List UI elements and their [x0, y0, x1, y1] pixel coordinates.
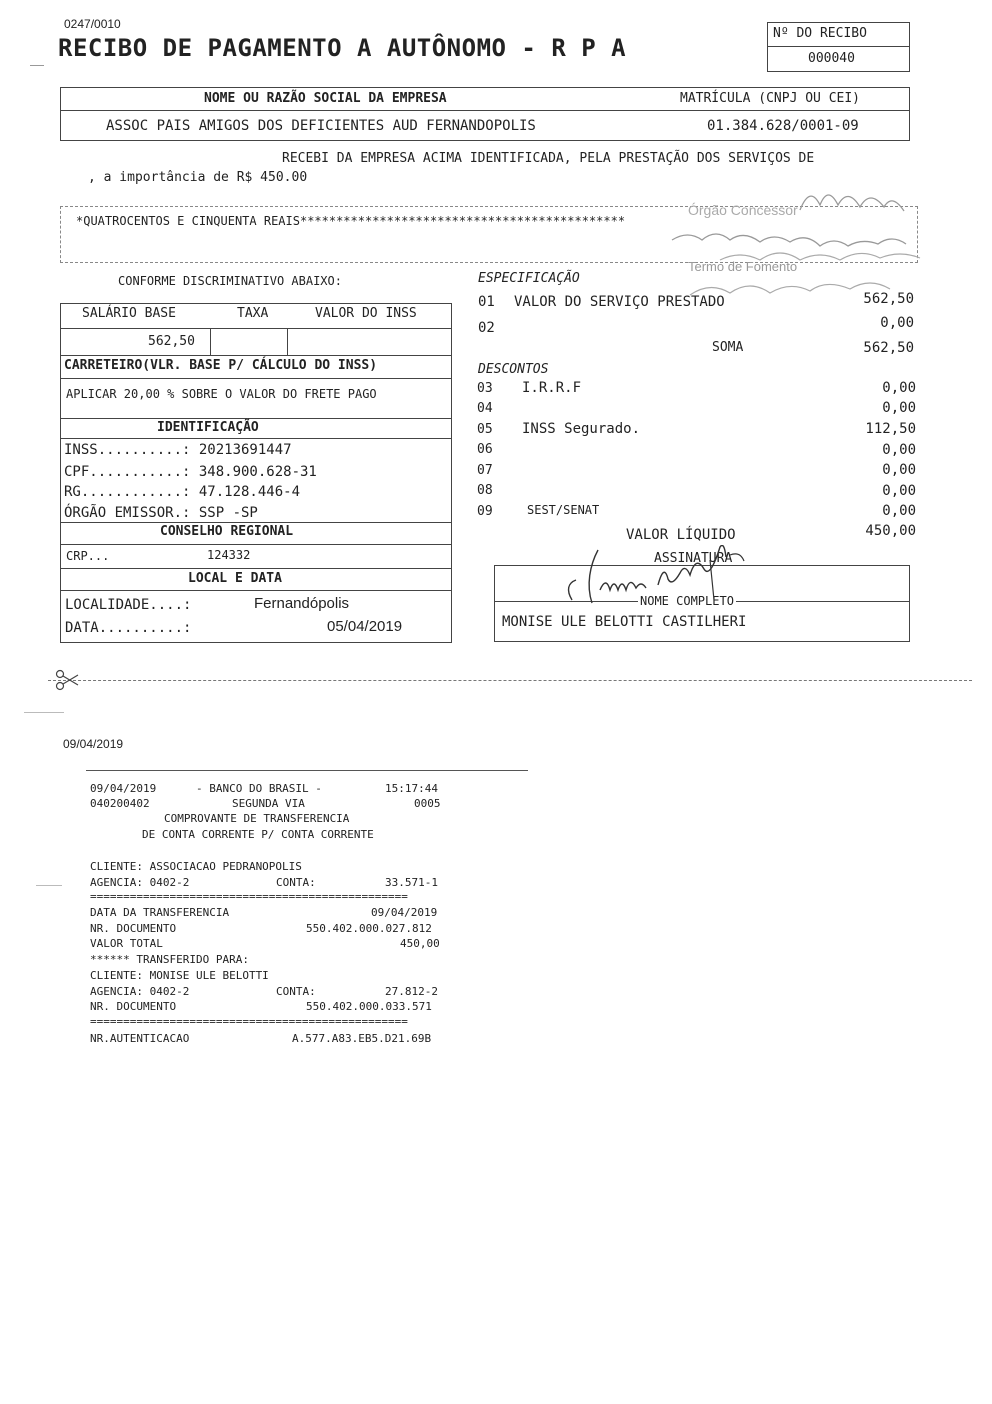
- bank-account-2-value: 27.812-2: [385, 985, 438, 998]
- faded-stamp-icon: [660, 175, 950, 310]
- item-01-desc: VALOR DO SERVIÇO PRESTADO: [514, 294, 725, 310]
- deduction-08-num: 08: [477, 483, 493, 498]
- localidade-value: Fernandópolis: [254, 595, 350, 612]
- scan-mark: [24, 712, 64, 713]
- bank-transfer-date-label: DATA DA TRANSFERENCIA: [90, 906, 230, 919]
- bank-account-1-label: CONTA:: [276, 876, 316, 889]
- bank-header-date: 09/04/2019: [90, 782, 157, 795]
- deduction-03-num: 03: [477, 381, 493, 396]
- deduction-08-value: 0,00: [882, 483, 916, 499]
- statement-line1: RECEBI DA EMPRESA ACIMA IDENTIFICADA, PELA PRESTAÇÃO DOS SERVIÇOS DE: [282, 151, 815, 166]
- bank-doc-2-value: 550.402.000.033.571: [306, 1000, 432, 1013]
- inss-line: INSS..........: 20213691447: [64, 442, 292, 458]
- signer-name: MONISE ULE BELOTTI CASTILHERI: [502, 614, 747, 630]
- company-divider: [60, 110, 910, 111]
- deduction-05-num: 05: [477, 422, 493, 437]
- receipt-label: Nº DO RECIBO: [773, 26, 867, 41]
- company-id-header: MATRÍCULA (CNPJ OU CEI): [680, 91, 861, 106]
- crp-value: 124332: [207, 548, 251, 562]
- local-bottom: [60, 590, 452, 591]
- deduction-06-num: 06: [477, 442, 493, 457]
- descontos-heading: DESCONTOS: [478, 362, 549, 377]
- deduction-06-value: 0,00: [882, 442, 916, 458]
- bank-doc-1-label: NR. DOCUMENTO: [90, 922, 177, 935]
- bank-auth-value: A.577.A83.EB5.D21.69B: [292, 1032, 432, 1045]
- bank-top-rule: [86, 770, 528, 771]
- bank-doc-2-label: NR. DOCUMENTO: [90, 1000, 177, 1013]
- bank-separator-1: ================================================: [90, 890, 408, 903]
- col-valor-inss: VALOR DO INSS: [315, 306, 417, 321]
- company-id: 01.384.628/0001-09: [707, 118, 859, 134]
- carreteiro-bottom: [60, 378, 452, 379]
- rg-line: RG............: 47.128.446-4: [64, 484, 301, 500]
- page-title: RECIBO DE PAGAMENTO A AUTÔNOMO - R P A: [58, 34, 627, 62]
- crp-label: CRP...: [66, 549, 110, 563]
- deduction-05-value: 112,50: [865, 421, 916, 437]
- deduction-07-num: 07: [477, 463, 493, 478]
- data-label: DATA..........:: [65, 620, 192, 636]
- valor-liquido-value: 450,00: [865, 523, 916, 539]
- ident-bottom: [60, 438, 452, 439]
- bank-header-bank: - BANCO DO BRASIL -: [196, 782, 322, 795]
- salario-base-value: 562,50: [148, 334, 195, 349]
- orgao-line: ÓRGÃO EMISSOR.: SSP -SP: [64, 505, 258, 521]
- salario-col-line2: [287, 328, 288, 355]
- deduction-07-value: 0,00: [882, 462, 916, 478]
- bank-doc-1-value: 550.402.000.027.812: [306, 922, 432, 935]
- conselho-heading: CONSELHO REGIONAL: [160, 524, 294, 539]
- bank-via: SEGUNDA VIA: [232, 797, 305, 810]
- bank-auth-label: NR.AUTENTICACAO: [90, 1032, 190, 1045]
- document-code: 0247/0010: [64, 17, 121, 31]
- identificacao-heading: IDENTIFICAÇÃO: [157, 420, 259, 435]
- cut-line: [48, 680, 972, 681]
- deduction-09-desc: SEST/SENAT: [527, 503, 600, 517]
- deduction-09-num: 09: [477, 504, 493, 519]
- scissors-icon: [54, 668, 80, 692]
- local-data-heading: LOCAL E DATA: [188, 571, 282, 586]
- bank-total-label: VALOR TOTAL: [90, 937, 163, 950]
- deduction-05-desc: INSS Segurado.: [522, 421, 641, 437]
- bank-sequence: 0005: [414, 797, 441, 810]
- receipt-number: 000040: [808, 51, 855, 66]
- local-top: [60, 568, 452, 569]
- item-02-num: 02: [478, 320, 495, 336]
- item-01-num: 01: [478, 294, 495, 310]
- data-value: 05/04/2019: [327, 618, 403, 635]
- handwritten-signature: [560, 545, 790, 615]
- bank-separator-2: ================================================: [90, 1015, 408, 1028]
- item-01-value: 562,50: [863, 291, 914, 307]
- item-02-value: 0,00: [880, 315, 914, 331]
- nome-completo-label: NOME COMPLETO: [640, 594, 734, 608]
- conselho-bottom: [60, 544, 452, 545]
- bank-client-2: CLIENTE: MONISE ULE BELOTTI: [90, 969, 269, 982]
- carreteiro-top: [60, 355, 452, 356]
- scan-mark: [36, 885, 62, 886]
- company-name-header: NOME OU RAZÃO SOCIAL DA EMPRESA: [204, 91, 447, 106]
- bank-agency-2: AGENCIA: 0402-2: [90, 985, 190, 998]
- bank-print-date: 09/04/2019: [63, 737, 124, 751]
- bank-header-time: 15:17:44: [385, 782, 438, 795]
- cpf-line: CPF...........: 348.900.628-31: [64, 464, 317, 480]
- bank-title-2: DE CONTA CORRENTE P/ CONTA CORRENTE: [142, 828, 374, 841]
- bank-transfer-date-value: 09/04/2019: [371, 906, 438, 919]
- salario-col-line1: [210, 328, 211, 355]
- bank-title-1: COMPROVANTE DE TRANSFERENCIA: [164, 812, 350, 825]
- col-taxa: TAXA: [237, 306, 269, 321]
- bank-client-1: CLIENTE: ASSOCIACAO PEDRANOPOLIS: [90, 860, 302, 873]
- bank-total-value: 450,00: [400, 937, 440, 950]
- statement-line2: , a importância de R$ 450.00: [88, 170, 308, 185]
- deduction-04-value: 0,00: [882, 400, 916, 416]
- deduction-03-desc: I.R.R.F: [522, 380, 582, 396]
- scan-mark: [30, 65, 44, 66]
- amount-in-words: *QUATROCENTOS E CINQUENTA REAIS*********************************************: [76, 214, 626, 228]
- bank-agency-1: AGENCIA: 0402-2: [90, 876, 190, 889]
- aplicar-text: APLICAR 20,00 % SOBRE O VALOR DO FRETE PAGO: [66, 387, 377, 401]
- soma-value: 562,50: [863, 340, 914, 356]
- bank-transferred-to: ****** TRANSFERIDO PARA:: [90, 953, 249, 966]
- salario-divider: [60, 328, 452, 329]
- valor-liquido-label: VALOR LÍQUIDO: [626, 527, 736, 543]
- bank-account-1-value: 33.571-1: [385, 876, 438, 889]
- carreteiro-label: CARRETEIRO(VLR. BASE P/ CÁLCULO DO INSS): [64, 358, 378, 373]
- deduction-04-num: 04: [477, 401, 493, 416]
- receipt-divider: [767, 46, 910, 47]
- company-name: ASSOC PAIS AMIGOS DOS DEFICIENTES AUD FERNANDOPOLIS: [106, 118, 536, 134]
- assinatura-label: ASSINATURA: [654, 551, 733, 566]
- conselho-top: [60, 522, 452, 523]
- deduction-09-value: 0,00: [882, 503, 916, 519]
- bank-account-2-label: CONTA:: [276, 985, 316, 998]
- stamp-orgao-text: Órgão Concessor: [688, 202, 798, 218]
- ident-top: [60, 418, 452, 419]
- deduction-03-value: 0,00: [882, 380, 916, 396]
- soma-label: SOMA: [712, 340, 744, 355]
- localidade-label: LOCALIDADE....:: [65, 597, 192, 613]
- especificacao-heading: ESPECIFICAÇÃO: [478, 271, 580, 286]
- col-salario-base: SALÁRIO BASE: [82, 306, 176, 321]
- bank-code: 040200402: [90, 797, 150, 810]
- conforme-label: CONFORME DISCRIMINATIVO ABAIXO:: [118, 274, 342, 288]
- stamp-termo-text: Termo de Fomento: [688, 259, 798, 274]
